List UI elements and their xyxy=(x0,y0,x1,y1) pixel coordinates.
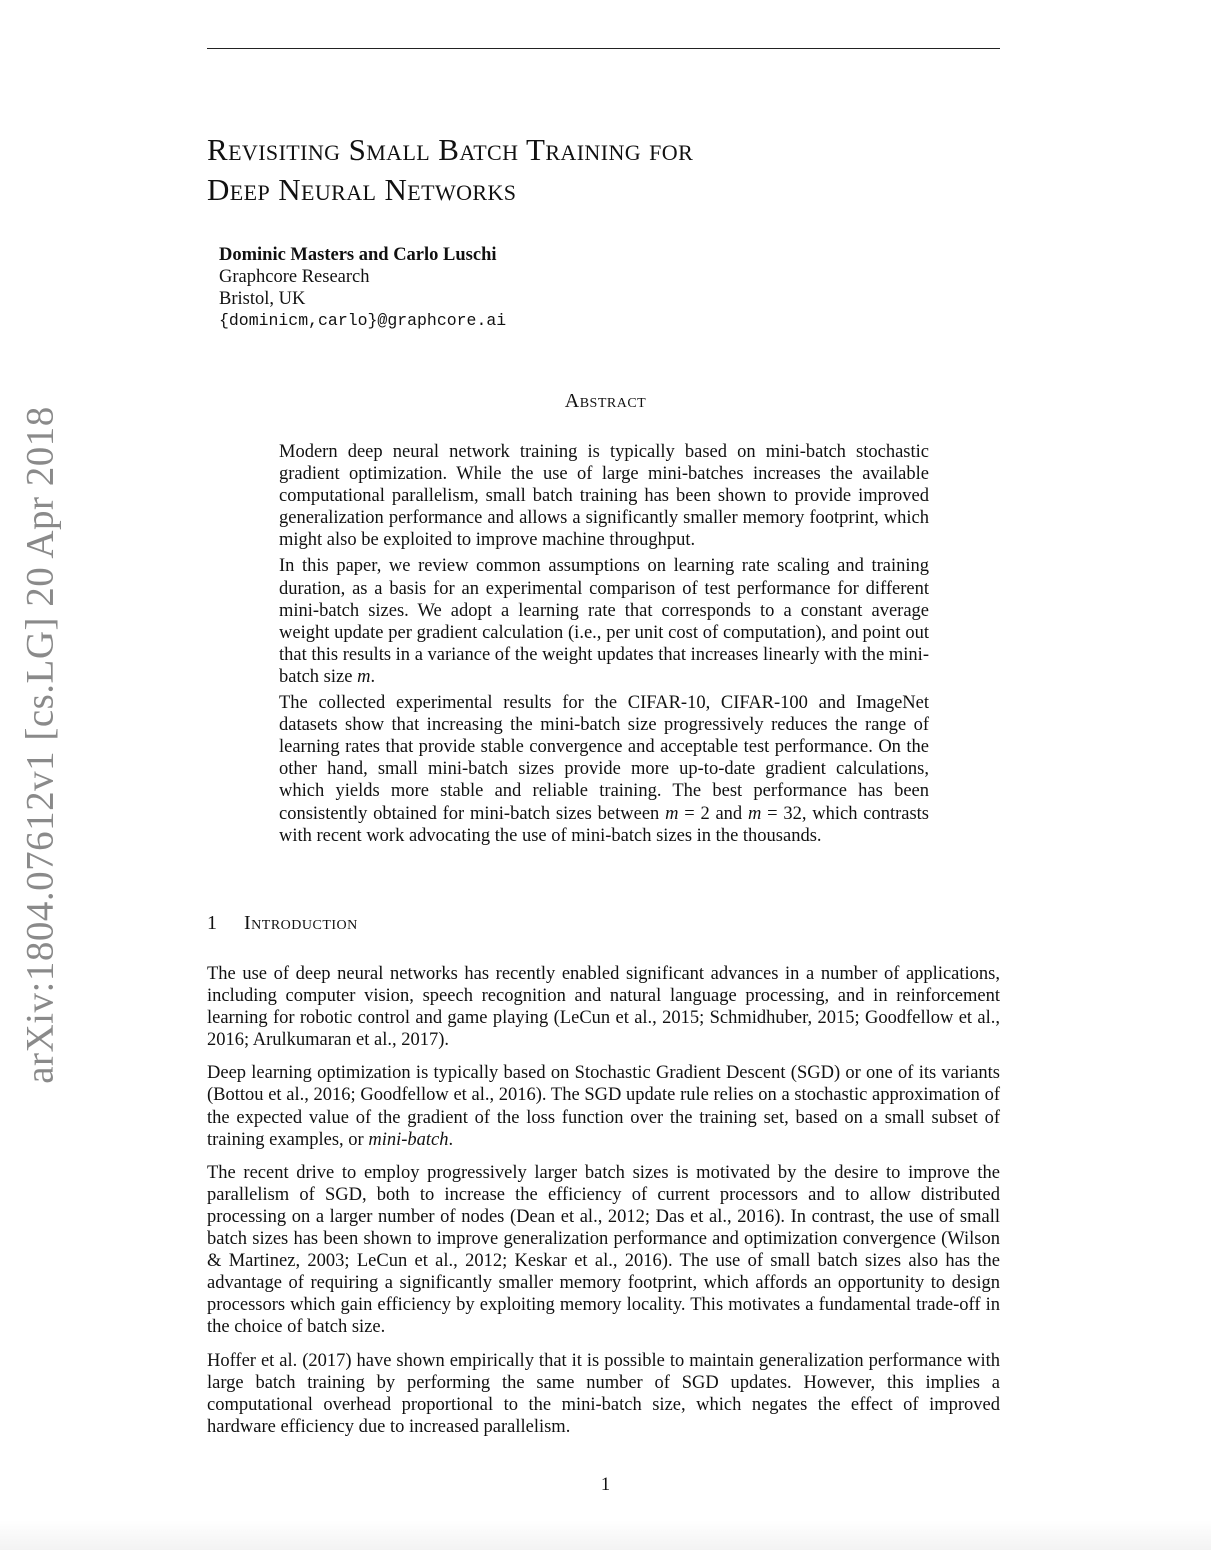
abstract-paragraph-3 xyxy=(279,692,929,847)
title-line-2: Deep Neural Networks xyxy=(207,172,517,207)
abstract-p3-text-a: The collected experimental results for the CIFAR-10, CIFAR-100 and ImageNet datasets show that increasing the mini-batch size progressively reduces the range of learning rates that provide stable convergence and acceptable test performance. On the other hand, small mini-batch sizes provide more up-to-date gradient calculations, which yields more stable and reliable training. The best performance has been consistently obtained for mini-batch sizes between xyxy=(279,693,929,824)
author-affiliation: Graphcore Research xyxy=(219,267,370,287)
intro-paragraph-4: Hoffer et al. (2017) have shown empirically that it is possible to maintain generalization performance with large batch training by performing the same number of SGD updates. However, this implies a computational overhead proportional to the mini-batch size, which negates the effect of improved hardware efficiency due to increased parallelism. xyxy=(207,1350,1000,1437)
intro-paragraph-2 xyxy=(207,1062,1000,1150)
section-title: Introduction xyxy=(244,912,358,934)
bottom-shade xyxy=(0,1520,1211,1550)
math-m: m xyxy=(747,803,762,824)
math-m: m xyxy=(665,803,679,824)
abstract-body xyxy=(279,441,929,851)
author-email[interactable]: {dominicm,carlo}@graphcore.ai xyxy=(219,311,507,330)
author-names: Dominic Masters and Carlo Luschi xyxy=(219,245,497,265)
author-block xyxy=(219,244,506,332)
abstract-paragraph-2 xyxy=(279,555,929,688)
abstract-p2-end: . xyxy=(370,666,376,687)
intro-paragraph-1: The use of deep neural networks has recently enabled significant advances in a number of applications, including computer vision, speech recognition and natural language processing, and in reinforcement learning for robotic control and game playing (LeCun et al., 2015; Schmidhuber, 2015; Goodfellow et al., 2016; Arulkumaran et al., 2017). xyxy=(207,964,1000,1051)
abstract-p3-text-b: = 2 and xyxy=(678,803,748,824)
intro-paragraph-3: The recent drive to employ progressively larger batch sizes is motivated by the desire to improve the parallelism of SGD, both to increase the efficiency of current processors and to allow distributed processing on a larger number of nodes (Dean et al., 2012; Das et al., 2016). In contrast, the use of small batch sizes has been shown to improve generalization performance and optimization convergence (Wilson & Martinez, 2003; LeCun et al., 2012; Keskar et al., 2016). The use of small batch sizes also has the advantage of requiring a significantly smaller memory footprint, which affords an opportunity to design processors which gain efficiency by exploiting memory locality. This motivates a fundamental trade-off in the choice of batch size. xyxy=(207,1162,1000,1338)
paper-title xyxy=(207,130,1007,210)
math-m: m xyxy=(357,666,371,687)
abstract-heading: Abstract xyxy=(564,390,647,412)
title-line-1: Revisiting Small Batch Training for xyxy=(207,132,694,167)
arxiv-stamp-text[interactable]: arXiv:1804.07612v1 [cs.LG] 20 Apr 2018 xyxy=(18,406,62,1084)
section-number: 1 xyxy=(207,912,217,934)
top-rule xyxy=(207,48,1000,49)
abstract-p3-text-c: = 32, which contrasts with recent work advocating the use of mini-batch sizes in the thousands. xyxy=(279,803,929,846)
introduction-body xyxy=(207,963,1000,1449)
abstract-paragraph-1: Modern deep neural network training is typically based on mini-batch stochastic gradient optimization. While the use of large mini-batches increases the available computational parallelism, small batch training has been shown to provide improved generalization performance and allows a significantly smaller memory footprint, which might also be exploited to improve machine throughput. xyxy=(279,442,929,551)
abstract-p2-text: In this paper, we review common assumptions on learning rate scaling and training duration, as a basis for an experimental comparison of test performance for different mini-batch sizes. We adopt a learning rate that corresponds to a constant average weight update per gradient calculation (i.e., per unit cost of computation), and point out that this results in a variance of the weight updates that increases linearly with the mini-batch size xyxy=(279,556,929,687)
intro-p2-end: . xyxy=(448,1129,454,1150)
author-location: Bristol, UK xyxy=(219,289,306,309)
section-heading-introduction xyxy=(207,912,358,935)
intro-p2-text: Deep learning optimization is typically based on Stochastic Gradient Descent (SGD) or one of its variants (Bottou et al., 2016; Goodfellow et al., 2016). The SGD update rule relies on a stochastic approximation of the expected value of the gradient of the loss function over the training set, based on a small subset of training examples, or xyxy=(207,1063,1000,1150)
page-number: 1 xyxy=(600,1475,611,1495)
intro-p2-emphasis: mini-batch xyxy=(368,1129,449,1150)
